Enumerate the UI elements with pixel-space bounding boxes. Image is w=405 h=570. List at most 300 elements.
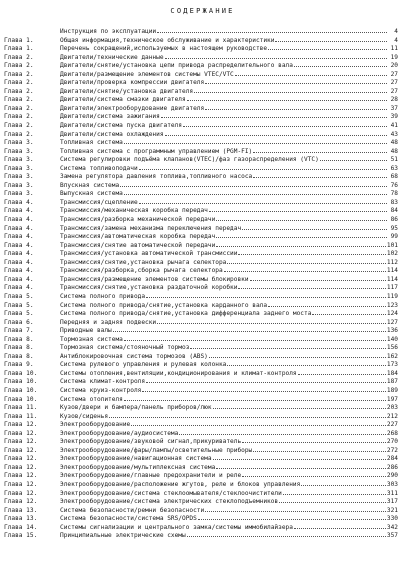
toc-title: Электрооборудование — [60, 421, 131, 429]
toc-title: Двигатели/электрооборудование двигателя — [60, 104, 205, 112]
toc-entry — [4, 131, 398, 140]
toc-title: Общая информация,техническое обслуживание и характеристики — [60, 36, 275, 44]
toc-entry — [4, 54, 398, 63]
toc-leader-dots — [179, 433, 386, 435]
toc-entry — [4, 472, 398, 481]
toc-chapter: Глава 3. — [4, 173, 34, 181]
toc-leader-dots — [253, 176, 387, 178]
toc-leader-dots — [205, 82, 387, 84]
toc-chapter: Глава 2. — [4, 96, 34, 104]
toc-leader-dots — [279, 501, 386, 503]
toc-page-number: 136 — [386, 327, 398, 335]
toc-chapter: Глава 3. — [4, 139, 34, 147]
toc-leader-dots — [187, 535, 386, 537]
toc-page-number: 317 — [386, 498, 398, 506]
toc-chapter: Глава 4. — [4, 198, 34, 206]
toc-chapter: Глава 3. — [4, 181, 34, 189]
toc-entry — [4, 438, 398, 447]
toc-leader-dots — [227, 364, 386, 366]
toc-title: Выпускная система — [60, 190, 123, 198]
toc-page-number: 83 — [390, 198, 398, 206]
toc-title: Двигатели/снятие/установка двигателя — [60, 87, 194, 95]
toc-page-number: 162 — [386, 352, 398, 360]
toc-title: Двигатели/система охлаждения — [60, 130, 164, 138]
table-of-contents — [4, 28, 398, 541]
toc-title: Топливная система — [60, 139, 123, 147]
toc-title: Трансмиссия/механическая коробка передач — [60, 207, 208, 215]
toc-title: Замена регулятора давления топлива,топливного насоса — [60, 173, 253, 181]
toc-title: Тормозная система — [60, 335, 123, 343]
toc-entry — [4, 216, 398, 225]
toc-chapter: Глава 2. — [4, 53, 34, 61]
toc-chapter: Глава 12. — [4, 489, 38, 497]
toc-entry — [4, 113, 398, 122]
toc-chapter: Глава 14. — [4, 523, 38, 531]
toc-leader-dots — [224, 270, 386, 272]
toc-leader-dots — [146, 296, 386, 298]
toc-title: Трансмиссия/замена механизма переключения передач — [60, 224, 242, 232]
toc-page-number: 41 — [390, 122, 398, 130]
toc-entry — [4, 259, 398, 268]
toc-chapter: Глава 8. — [4, 344, 34, 352]
toc-page-number: 95 — [390, 224, 398, 232]
toc-title: Система безопасности/система SRS/OPDS — [60, 515, 197, 523]
toc-chapter: Глава 4. — [4, 241, 34, 249]
toc-page-number: 268 — [386, 429, 398, 437]
toc-page-number: 43 — [390, 130, 398, 138]
toc-chapter: Глава 1. — [4, 45, 34, 53]
toc-entry — [4, 396, 398, 405]
toc-entry — [4, 267, 398, 276]
toc-entry — [4, 199, 398, 208]
toc-leader-dots — [157, 31, 387, 33]
toc-title: Системы отопления,вентиляции,кондиционирования и климат-контроля — [60, 369, 297, 377]
toc-page-number: 68 — [390, 173, 398, 181]
toc-leader-dots — [124, 193, 387, 195]
toc-chapter: Глава 7. — [4, 327, 34, 335]
toc-page-number: 27 — [390, 87, 398, 95]
toc-title: Трансмиссия/установка автоматической трансмиссии — [60, 250, 238, 258]
toc-page-number: 4 — [394, 36, 398, 44]
toc-chapter: Глава 12. — [4, 421, 38, 429]
toc-entry — [4, 45, 398, 54]
toc-entry — [4, 515, 398, 524]
toc-entry — [4, 361, 398, 370]
toc-chapter: Глава 2. — [4, 104, 34, 112]
toc-title: Электрооборудование/главные предохранители и реле — [60, 472, 242, 480]
toc-entry — [4, 353, 398, 362]
toc-chapter: Глава 12. — [4, 463, 38, 471]
toc-entry — [4, 481, 398, 490]
toc-entry — [4, 173, 398, 182]
toc-chapter: Глава 3. — [4, 156, 34, 164]
toc-entry — [4, 156, 398, 165]
toc-entry — [4, 62, 398, 71]
toc-title: Двигатели/система пуска двигателя — [60, 122, 183, 130]
toc-title: Тормозная система/стояночный тормоз — [60, 344, 190, 352]
toc-page-number: 124 — [386, 310, 398, 318]
toc-leader-dots — [205, 108, 387, 110]
toc-entry — [4, 207, 398, 216]
toc-entry — [4, 79, 398, 88]
toc-chapter: Глава 12. — [4, 472, 38, 480]
toc-page-number: 284 — [386, 455, 398, 463]
toc-entry — [4, 413, 398, 422]
toc-chapter: Глава 4. — [4, 250, 34, 258]
toc-page-number: 117 — [386, 284, 398, 292]
toc-chapter: Глава 2. — [4, 79, 34, 87]
toc-chapter: Глава 12. — [4, 446, 38, 454]
toc-entry — [4, 148, 398, 157]
toc-chapter: Глава 12. — [4, 480, 38, 488]
toc-title: Впускная система — [60, 181, 120, 189]
toc-leader-dots — [283, 493, 386, 495]
toc-chapter: Глава 3. — [4, 190, 34, 198]
toc-chapter: Глава 13. — [4, 515, 38, 523]
toc-page-number: 187 — [386, 378, 398, 386]
toc-leader-dots — [139, 202, 387, 204]
toc-page-number: 37 — [390, 104, 398, 112]
toc-entry — [4, 455, 398, 464]
toc-entry — [4, 165, 398, 174]
toc-page-number: 123 — [386, 301, 398, 309]
toc-title: Трансмиссия/снятие,установка рычага селектора — [60, 258, 227, 266]
toc-chapter: Глава 4. — [4, 284, 34, 292]
toc-chapter: Глава 12. — [4, 429, 38, 437]
toc-entry — [4, 532, 398, 541]
toc-leader-dots — [209, 210, 387, 212]
toc-entry — [4, 498, 398, 507]
toc-leader-dots — [213, 407, 386, 409]
toc-chapter: Глава 5. — [4, 310, 34, 318]
toc-title: Двигатели/размещение элементов системы VTEC/VTC — [60, 70, 234, 78]
toc-leader-dots — [235, 74, 387, 76]
toc-entry — [4, 370, 398, 379]
toc-leader-dots — [238, 253, 385, 255]
toc-leader-dots — [109, 416, 386, 418]
toc-title: Система регулировки подъёма клапанов(VTEC)/фаз газораспределения (VTC) — [60, 156, 319, 164]
toc-chapter: Глава 10. — [4, 395, 38, 403]
toc-entry — [4, 524, 398, 533]
toc-leader-dots — [187, 99, 387, 101]
toc-leader-dots — [238, 287, 385, 289]
toc-title: Принципиальные электрические схемы — [60, 532, 186, 540]
toc-entry — [4, 276, 398, 285]
toc-entry — [4, 139, 398, 148]
toc-page-number: 114 — [386, 267, 398, 275]
toc-page-number: 189 — [386, 386, 398, 394]
toc-page-number: 11 — [390, 45, 398, 53]
toc-chapter: Глава 10. — [4, 369, 38, 377]
toc-title: Трансмиссия/разборка механической передачи — [60, 216, 216, 224]
toc-entry — [4, 430, 398, 439]
toc-page-number: 203 — [386, 404, 398, 412]
toc-leader-dots — [165, 134, 387, 136]
toc-leader-dots — [242, 228, 387, 230]
toc-title: Двигатели/технические данные — [60, 53, 164, 61]
toc-leader-dots — [165, 57, 387, 59]
toc-chapter: Глава 4. — [4, 216, 34, 224]
toc-chapter: Глава 11. — [4, 404, 38, 412]
toc-title: Трансмиссия/размещение элементов системы блокировки — [60, 275, 249, 283]
toc-title: Электрооборудование/расположение жгутов, реле и блоков управления — [60, 480, 301, 488]
toc-entry — [4, 233, 398, 242]
toc-entry — [4, 71, 398, 80]
toc-entry — [4, 507, 398, 516]
toc-entry — [4, 319, 398, 328]
toc-title: Кузов/сиденья — [60, 412, 109, 420]
toc-leader-dots — [124, 142, 387, 144]
toc-title: Электрооборудование/мультиплексная система — [60, 463, 216, 471]
toc-title: Двигатели/проверка компрессии двигателя — [60, 79, 205, 87]
toc-page-number: 342 — [386, 523, 398, 531]
toc-page-number: 27 — [390, 70, 398, 78]
toc-entry — [4, 302, 398, 311]
toc-entry — [4, 96, 398, 105]
toc-leader-dots — [146, 381, 386, 383]
toc-leader-dots — [301, 484, 386, 486]
toc-chapter: Глава 2. — [4, 113, 34, 121]
toc-chapter: Глава 10. — [4, 378, 38, 386]
toc-page-number: 311 — [386, 489, 398, 497]
toc-entry — [4, 28, 398, 37]
toc-page-number: 86 — [390, 216, 398, 224]
toc-page-number: 51 — [390, 156, 398, 164]
toc-entry — [4, 327, 398, 336]
toc-title: Системы сигнализации и центрального замка/системы иммобилайзера — [60, 523, 293, 531]
toc-chapter: Глава 9. — [4, 361, 34, 369]
toc-chapter: Глава 15. — [4, 532, 38, 540]
toc-title: Электрооборудование/навигационная система — [60, 455, 212, 463]
toc-leader-dots — [190, 347, 386, 349]
toc-chapter: Глава 12. — [4, 498, 38, 506]
toc-entry — [4, 447, 398, 456]
toc-title: Система полного привода — [60, 292, 146, 300]
toc-chapter: Глава 12. — [4, 455, 38, 463]
toc-chapter: Глава 11. — [4, 412, 38, 420]
toc-chapter: Глава 4. — [4, 267, 34, 275]
toc-chapter: Глава 8. — [4, 352, 34, 360]
toc-page-number: 286 — [386, 463, 398, 471]
toc-title: Система безопасности/ремни безопасности — [60, 506, 205, 514]
toc-page-number: 290 — [386, 472, 398, 480]
toc-page-number: 156 — [386, 344, 398, 352]
toc-title: Кузов/двери и бампера/панель приборов/люк — [60, 404, 212, 412]
toc-page-number: 212 — [386, 412, 398, 420]
toc-page-number: 101 — [386, 241, 398, 249]
toc-page-number: 20 — [390, 62, 398, 70]
toc-entry — [4, 378, 398, 387]
toc-chapter: Глава 3. — [4, 164, 34, 172]
toc-chapter: Глава 5. — [4, 292, 34, 300]
toc-entry — [4, 190, 398, 199]
toc-chapter: Глава 13. — [4, 506, 38, 514]
toc-title: Электрооборудование/система электрических стеклоподъемников — [60, 498, 279, 506]
toc-entry — [4, 490, 398, 499]
toc-entry — [4, 182, 398, 191]
toc-title: Двигатели/система зажигания — [60, 113, 160, 121]
toc-title: Система отопителя — [60, 395, 123, 403]
toc-entry — [4, 225, 398, 234]
toc-entry — [4, 336, 398, 345]
toc-page-number: 197 — [386, 395, 398, 403]
toc-title: Система полного привода/снятие,установка карданного вала — [60, 301, 268, 309]
toc-leader-dots — [242, 441, 386, 443]
toc-page-number: 63 — [390, 164, 398, 172]
toc-leader-dots — [242, 475, 386, 477]
toc-leader-dots — [124, 399, 386, 401]
toc-entry — [4, 37, 398, 46]
toc-chapter: Глава 12. — [4, 438, 38, 446]
toc-page-number: 39 — [390, 113, 398, 121]
toc-page-number: 330 — [386, 515, 398, 523]
toc-title: Трансмиссия/сцепление — [60, 198, 138, 206]
toc-entry — [4, 122, 398, 131]
toc-leader-dots — [183, 125, 387, 127]
toc-title: Система рулевого управления и рулевая колонка — [60, 361, 227, 369]
toc-leader-dots — [157, 322, 386, 324]
toc-entry — [4, 387, 398, 396]
toc-leader-dots — [131, 424, 386, 426]
toc-chapter: Глава 2. — [4, 122, 34, 130]
toc-leader-dots — [205, 510, 386, 512]
toc-page-number: 28 — [390, 96, 398, 104]
toc-chapter: Глава 1. — [4, 36, 34, 44]
toc-chapter: Глава 2. — [4, 62, 34, 70]
toc-title: Двигатели/система смазки двигателя — [60, 96, 186, 104]
toc-page-number: 19 — [390, 53, 398, 61]
toc-title: Система полного привода/снятие,установка дифференциала заднего моста — [60, 310, 312, 318]
toc-leader-dots — [227, 262, 386, 264]
toc-entry — [4, 242, 398, 251]
toc-leader-dots — [209, 356, 386, 358]
toc-title: Инструкция по эксплуатации — [60, 28, 157, 35]
toc-entry — [4, 404, 398, 413]
toc-page-number: 140 — [386, 335, 398, 343]
toc-title: Система климат-контроля — [60, 378, 146, 386]
toc-chapter: Глава 4. — [4, 207, 34, 215]
toc-page-number: 270 — [386, 438, 398, 446]
toc-entry — [4, 344, 398, 353]
toc-entry — [4, 421, 398, 430]
toc-chapter: Глава 4. — [4, 275, 34, 283]
toc-title: Трансмиссия/снятие автоматической передачи — [60, 241, 216, 249]
toc-title: Трансмиссия/снятие,установка раздаточной коробки — [60, 284, 238, 292]
toc-leader-dots — [113, 330, 386, 332]
toc-chapter: Глава 8. — [4, 335, 34, 343]
toc-leader-dots — [216, 245, 386, 247]
toc-leader-dots — [253, 450, 386, 452]
toc-page-number: 173 — [386, 361, 398, 369]
toc-leader-dots — [268, 305, 386, 307]
toc-leader-dots — [253, 151, 387, 153]
toc-page-number: 78 — [390, 190, 398, 198]
toc-page-number: 27 — [390, 79, 398, 87]
toc-leader-dots — [294, 65, 387, 67]
toc-chapter: Глава 10. — [4, 386, 38, 394]
toc-chapter: Глава 5. — [4, 301, 34, 309]
toc-title: Трансмиссия/разборка,сборка рычага селектора — [60, 267, 223, 275]
toc-page-number: 48 — [390, 139, 398, 147]
toc-title: Электрооборудование/фары/лампы/осветительные приборы — [60, 446, 253, 454]
toc-entry — [4, 88, 398, 97]
toc-page-number: 119 — [386, 292, 398, 300]
toc-leader-dots — [298, 373, 386, 375]
toc-leader-dots — [294, 527, 386, 529]
toc-title: Приводные валы — [60, 327, 112, 335]
toc-page-number: 76 — [390, 181, 398, 189]
toc-chapter: Глава 4. — [4, 233, 34, 241]
toc-entry — [4, 464, 398, 473]
toc-chapter: Глава 2. — [4, 87, 34, 95]
toc-page-number: 321 — [386, 506, 398, 514]
toc-leader-dots — [216, 467, 386, 469]
toc-title: Топливная система с программным управлением (PGM-FI) — [60, 147, 253, 155]
toc-chapter: Глава 4. — [4, 258, 34, 266]
toc-leader-dots — [198, 518, 386, 520]
toc-entry — [4, 250, 398, 259]
toc-leader-dots — [124, 339, 386, 341]
toc-page-number: 84 — [390, 207, 398, 215]
toc-leader-dots — [320, 159, 387, 161]
toc-chapter: Глава 3. — [4, 147, 34, 155]
toc-page-number: 227 — [386, 421, 398, 429]
toc-page-number: 127 — [386, 318, 398, 326]
toc-entry — [4, 293, 398, 302]
toc-title: Система круиз-контроля — [60, 386, 142, 394]
toc-title: Электрооборудование/аудиосистема — [60, 429, 179, 437]
toc-entry — [4, 310, 398, 319]
toc-page-number: 102 — [386, 250, 398, 258]
toc-chapter: Глава 2. — [4, 130, 34, 138]
toc-title: Антиблокировочная система тормозов (ABS) — [60, 352, 208, 360]
toc-title: Перечень сокращений,используемых в настоящем руководстве — [60, 45, 268, 53]
toc-title: Трансмиссия/автоматическая коробка передач — [60, 233, 216, 241]
toc-title: Передняя и задняя подвески — [60, 318, 157, 326]
toc-leader-dots — [139, 168, 387, 170]
toc-chapter: Глава 4. — [4, 224, 34, 232]
toc-entry — [4, 105, 398, 114]
toc-leader-dots — [216, 219, 387, 221]
toc-title: Двигатели/снятие/установка цепи привода распределительного вала — [60, 62, 293, 70]
toc-leader-dots — [161, 116, 387, 118]
toc-page-number: 357 — [386, 532, 398, 540]
toc-page-number: 272 — [386, 446, 398, 454]
toc-leader-dots — [216, 236, 387, 238]
toc-page-number: 114 — [386, 275, 398, 283]
toc-chapter: Глава 2. — [4, 70, 34, 78]
page-title: СОДЕРЖАНИЕ — [170, 7, 235, 15]
toc-chapter: Глава 6. — [4, 318, 34, 326]
toc-leader-dots — [268, 48, 387, 50]
toc-page-number: 99 — [390, 233, 398, 241]
toc-leader-dots — [275, 40, 387, 42]
toc-entry — [4, 284, 398, 293]
toc-page-number: 48 — [390, 147, 398, 155]
toc-leader-dots — [312, 313, 386, 315]
toc-page-number: 184 — [386, 369, 398, 377]
toc-title: Электрооборудование/система стеклоомывателя/стеклоочистители — [60, 489, 282, 497]
toc-title: Электрооборудование/звуковой сигнал,прикуриватель — [60, 438, 242, 446]
toc-page-number: 4 — [394, 28, 398, 35]
toc-page-number: 303 — [386, 480, 398, 488]
toc-page-number: 112 — [386, 258, 398, 266]
toc-title: Система топливоподачи — [60, 164, 138, 172]
toc-leader-dots — [194, 91, 387, 93]
toc-leader-dots — [250, 279, 386, 281]
toc-leader-dots — [142, 390, 386, 392]
toc-leader-dots — [213, 458, 386, 460]
